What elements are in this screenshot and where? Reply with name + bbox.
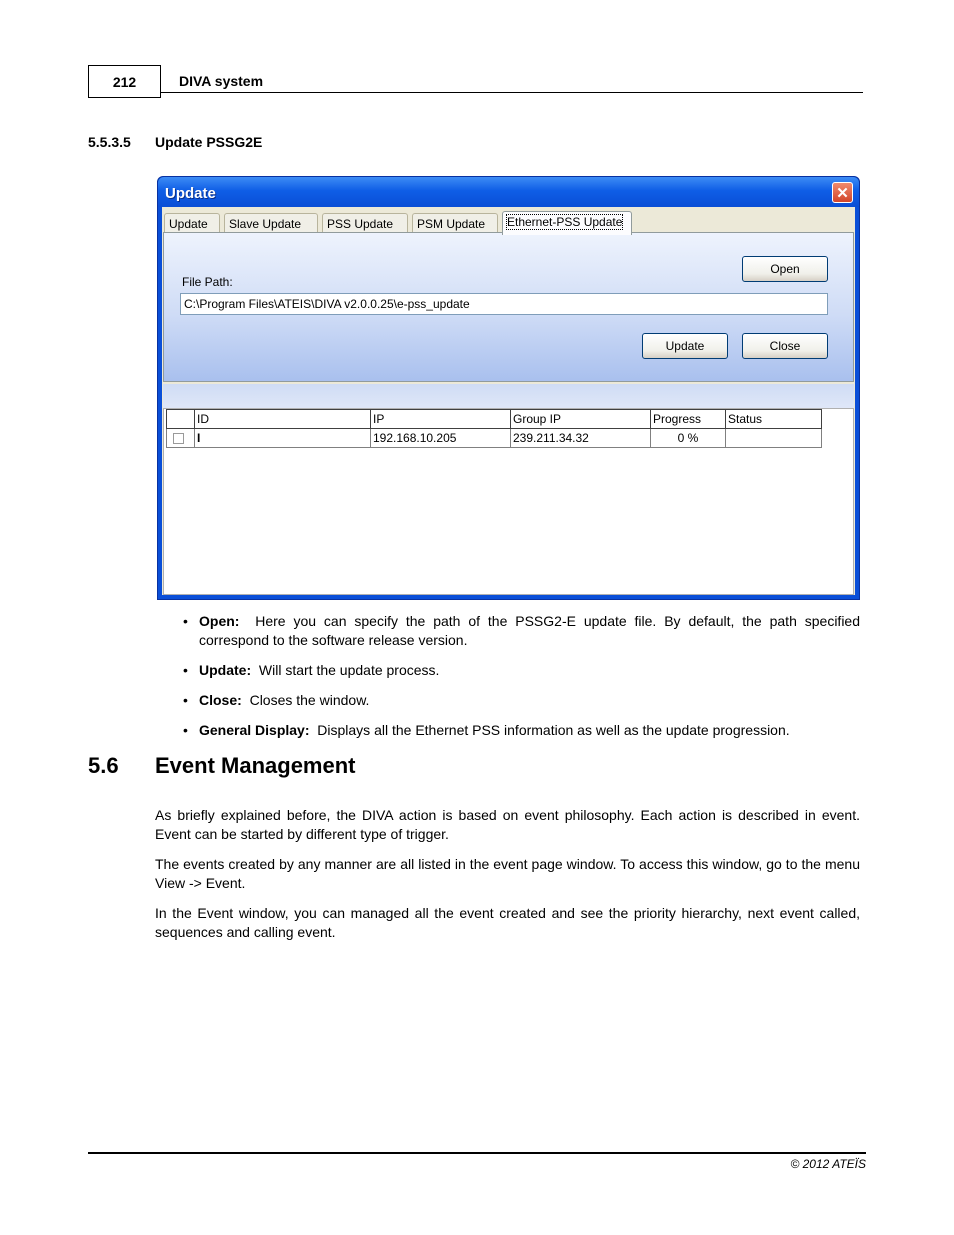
option-descriptions	[183, 612, 860, 751]
running-title: DIVA system	[179, 73, 264, 89]
row-checkbox-cell	[167, 429, 195, 448]
dialog-title: Update	[165, 185, 216, 202]
cell-progress: 0 %	[651, 429, 726, 448]
list-item	[183, 661, 860, 680]
device-list[interactable]	[163, 408, 854, 595]
row-checkbox[interactable]	[173, 433, 184, 444]
column-header-id[interactable]: ID	[195, 410, 371, 429]
section-title: Event Management	[155, 753, 356, 778]
header-checkbox-cell	[167, 410, 195, 429]
list-item	[183, 721, 860, 740]
bullet-icon: •	[183, 613, 188, 629]
section-number: 5.6	[88, 753, 119, 778]
open-button[interactable]: Open	[742, 256, 828, 282]
tab-ethernet-pss-update[interactable]: Ethernet-PSS Update	[502, 211, 632, 235]
cell-group-ip: 239.211.34.32	[511, 429, 651, 448]
list-item	[183, 612, 860, 650]
file-path-label: File Path:	[182, 275, 233, 289]
footer-copyright: © 2012 ATEÏS	[790, 1157, 866, 1171]
bullet-icon: •	[183, 692, 188, 708]
tab-pss-update[interactable]: PSS Update	[322, 213, 408, 233]
subsection-title: Update PSSG2E	[155, 134, 263, 150]
dialog-titlebar[interactable]	[158, 177, 859, 207]
cell-id: I	[195, 429, 371, 448]
tab-update[interactable]: Update	[164, 213, 220, 233]
file-path-input[interactable]	[180, 293, 828, 315]
tab-psm-update[interactable]: PSM Update	[412, 213, 498, 233]
close-button[interactable]: Close	[742, 333, 828, 359]
column-header-group-ip[interactable]: Group IP	[511, 410, 651, 429]
ethernet-pss-update-panel	[163, 232, 854, 382]
dialog-client-area	[162, 207, 855, 595]
bullet-icon: •	[183, 722, 188, 738]
close-icon[interactable]: ✕	[832, 182, 853, 203]
bullet-term: Close:	[199, 692, 242, 708]
bullet-text: Closes the window.	[249, 692, 370, 708]
table-header-row	[167, 410, 822, 429]
bullet-text: Displays all the Ethernet PSS information as well as the update progression.	[317, 722, 790, 738]
footer-rule	[88, 1152, 866, 1154]
table-row[interactable]	[167, 429, 822, 448]
bullet-text: Here you can specify the path of the PSSG2-E update file. By default, the path specified correspond to the software release version.	[199, 613, 860, 648]
bullet-term: General Display:	[199, 722, 310, 738]
update-button[interactable]: Update	[642, 333, 728, 359]
bullet-icon: •	[183, 662, 188, 678]
bullet-term: Open:	[199, 613, 240, 629]
column-header-status[interactable]: Status	[726, 410, 822, 429]
cell-status	[726, 429, 822, 448]
bullet-text: Will start the update process.	[258, 662, 440, 678]
column-header-progress[interactable]: Progress	[651, 410, 726, 429]
paragraph: The events created by any manner are all listed in the event page window. To access this window, go to the menu View -> Event.	[155, 856, 860, 891]
device-table	[166, 409, 822, 448]
tab-slave-update[interactable]: Slave Update	[224, 213, 318, 233]
paragraph: As briefly explained before, the DIVA action is based on event philosophy. Each action is described in event. Event can be started by different type of trigger.	[155, 807, 860, 842]
cell-ip: 192.168.10.205	[371, 429, 511, 448]
header-rule	[161, 92, 863, 93]
paragraph: In the Event window, you can managed all the event created and see the priority hierarchy, next event called, sequences and calling event.	[155, 905, 860, 940]
update-dialog	[157, 176, 860, 600]
list-item	[183, 691, 860, 710]
column-header-ip[interactable]: IP	[371, 410, 511, 429]
separator-band	[163, 384, 854, 408]
bullet-term: Update:	[199, 662, 252, 678]
page-number: 212	[88, 65, 161, 98]
subsection-number: 5.5.3.5	[88, 134, 131, 150]
section-body	[155, 806, 860, 953]
